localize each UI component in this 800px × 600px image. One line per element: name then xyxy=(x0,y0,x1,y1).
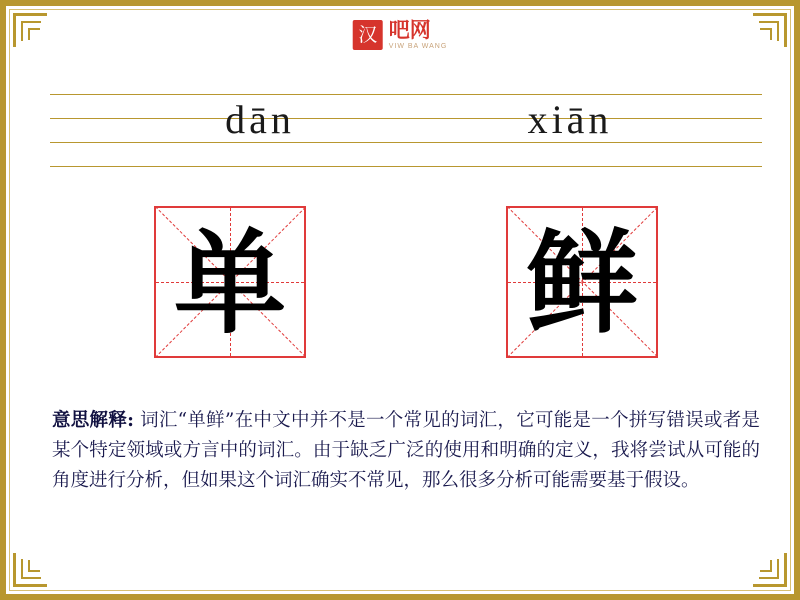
corner-ornament-bottom-right xyxy=(753,553,787,587)
corner-ornament-top-right xyxy=(753,13,787,47)
corner-ornament-top-left xyxy=(13,13,47,47)
character-box-second xyxy=(506,206,658,358)
logo-mark-icon: 汉 xyxy=(353,20,383,50)
logo-title: 吧网 xyxy=(388,18,431,42)
explanation-paragraph xyxy=(52,406,760,496)
explanation-label: 意思解释: xyxy=(52,410,134,431)
character-second: 鲜 xyxy=(526,218,638,349)
explanation-text: 词汇“单鲜”在中文中并不是一个常见的词汇，它可能是一个拼写错误或者是某个特定领域或方言中的词汇。由于缺乏广泛的使用和明确的定义，我将尝试从可能的角度进行分析，但如果这个词汇确实不常见，那么很多分析可能需要基于假设。 xyxy=(52,410,760,491)
pinyin-four-line-grid xyxy=(50,94,762,168)
corner-ornament-bottom-left xyxy=(13,553,47,587)
character-box-first xyxy=(154,206,306,358)
logo-text-group xyxy=(389,20,448,50)
pinyin-line-4 xyxy=(50,166,762,167)
logo-subtitle: VIW BA WANG xyxy=(388,43,448,50)
site-logo[interactable] xyxy=(353,20,448,50)
character-first: 单 xyxy=(174,218,286,349)
pinyin-first: dān xyxy=(225,97,295,142)
pinyin-second: xiān xyxy=(527,97,613,142)
